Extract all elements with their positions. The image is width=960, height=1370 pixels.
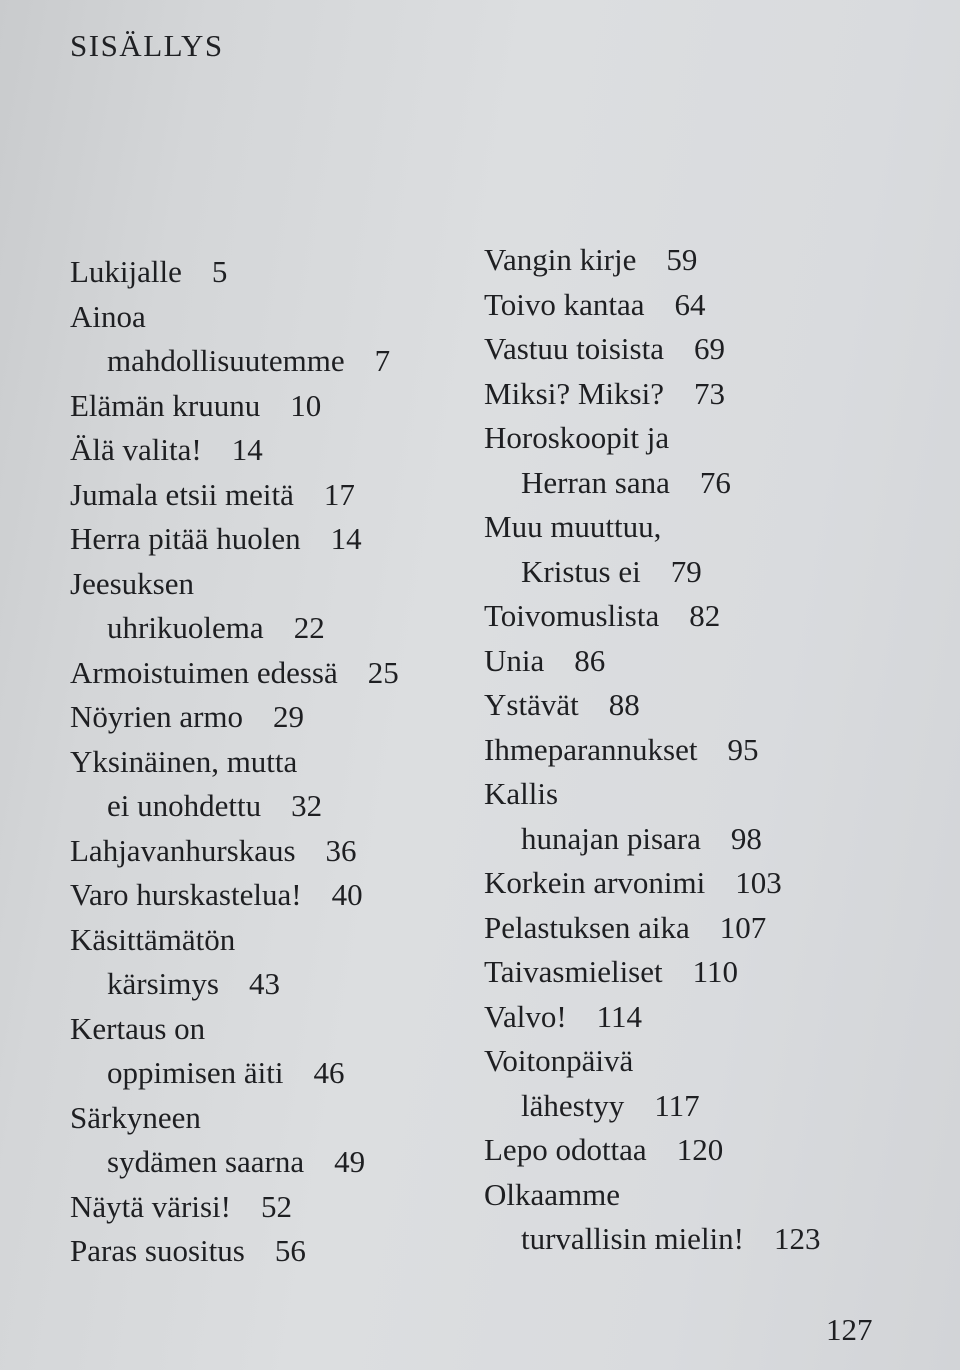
toc-entry-title-continuation: Kristus ei	[521, 553, 641, 589]
toc-entry-page: 5	[211, 254, 228, 289]
toc-entry-title: Ainoa	[70, 298, 146, 334]
toc-entry	[70, 562, 460, 651]
toc-entry-title-line	[70, 250, 460, 295]
toc-entry-page: 95	[727, 731, 759, 767]
toc-entry-title-line	[70, 1007, 460, 1052]
toc-entry-title: Kertaus on	[70, 1010, 206, 1046]
toc-entry-title-line	[484, 1128, 924, 1173]
toc-entry-title: Elämän kruunu	[70, 387, 261, 423]
toc-entry-title-continuation: oppimisen äiti	[107, 1055, 284, 1090]
toc-entry-title-line	[484, 683, 924, 728]
toc-entry	[70, 651, 460, 696]
toc-entry-title-continuation-line	[484, 550, 924, 595]
toc-entry-page: 7	[374, 343, 391, 378]
toc-entry-title-line	[484, 772, 924, 817]
toc-entry-title-line	[484, 728, 924, 773]
toc-entry-title-continuation-line	[484, 817, 924, 862]
toc-entry-title-line	[484, 906, 924, 951]
toc-entry-title-continuation-line	[70, 339, 460, 384]
toc-entry-title: Käsittämätön	[70, 921, 236, 957]
toc-entry	[484, 772, 924, 861]
toc-entry-title: Voitonpäivä	[484, 1043, 634, 1078]
toc-entry-title-line	[70, 473, 460, 518]
toc-entry	[70, 295, 460, 384]
toc-entry-page: 76	[699, 464, 731, 500]
toc-entry-page: 82	[689, 598, 721, 633]
toc-entry-title-continuation: Herran sana	[521, 464, 670, 500]
toc-entry-title: Taivasmieliset	[484, 954, 663, 989]
toc-entry-title-line	[484, 594, 924, 639]
toc-entry-title: Toivomuslista	[484, 598, 660, 633]
toc-entry-title-continuation-line	[484, 1084, 924, 1129]
toc-entry-title-line	[70, 918, 460, 963]
toc-entry-title: Valvo!	[484, 998, 567, 1034]
toc-entry-title-continuation: sydämen saarna	[107, 1144, 305, 1179]
toc-entry-page: 43	[248, 966, 280, 1001]
toc-entry-title-continuation-line	[70, 784, 460, 829]
toc-entry-title: Paras suositus	[70, 1233, 245, 1268]
toc-entry-title-continuation: mahdollisuutemme	[107, 343, 345, 378]
toc-entry-title: Näytä värisi!	[70, 1188, 231, 1224]
toc-column-left	[70, 250, 460, 1274]
toc-entry	[484, 906, 924, 951]
toc-entry	[70, 740, 460, 829]
toc-entry-page: 64	[674, 286, 706, 322]
toc-entry	[484, 995, 924, 1040]
toc-entry	[484, 1173, 924, 1262]
toc-entry	[70, 829, 460, 874]
toc-entry-title: Vastuu toisista	[484, 331, 664, 366]
toc-entry-page: 107	[719, 909, 767, 945]
toc-entry-title: Yksinäinen, mutta	[70, 743, 298, 779]
toc-entry-title: Olkaamme	[484, 1176, 621, 1212]
toc-entry-title-continuation-line	[484, 1217, 924, 1262]
toc-entry-title-line	[484, 1173, 924, 1218]
toc-entry-title-line	[484, 238, 924, 283]
toc-entry-title: Särkyneen	[70, 1099, 201, 1135]
toc-entry	[70, 1007, 460, 1096]
toc-entry	[70, 1096, 460, 1185]
toc-entry-page: 14	[231, 432, 263, 467]
toc-entry-title-continuation: uhrikuolema	[107, 610, 264, 645]
toc-entry	[484, 283, 924, 328]
toc-entry	[70, 1185, 460, 1230]
toc-entry-title-line	[484, 372, 924, 417]
toc-entry	[484, 505, 924, 594]
toc-entry-title-line	[484, 639, 924, 684]
toc-entry	[70, 1229, 460, 1274]
page-number: 127	[826, 1312, 873, 1347]
toc-entry-title: Muu muuttuu,	[484, 509, 662, 544]
toc-entry-title-line	[70, 829, 460, 874]
toc-entry-title-line	[484, 505, 924, 550]
toc-entry-page: 10	[290, 387, 322, 423]
toc-entry-title-continuation: hunajan pisara	[521, 820, 701, 856]
toc-entry-title-line	[484, 950, 924, 995]
toc-entry-title: Nöyrien armo	[70, 699, 244, 734]
toc-entry-page: 52	[260, 1188, 292, 1224]
toc-entry-title: Horoskoopit ja	[484, 420, 670, 455]
toc-entry-title: Ystävät	[484, 687, 579, 722]
toc-entry	[484, 683, 924, 728]
toc-entry-page: 88	[608, 687, 640, 722]
toc-entry-page: 98	[730, 820, 762, 856]
toc-entry-title-line	[484, 416, 924, 461]
toc-entry-page: 32	[291, 788, 323, 823]
toc-entry	[70, 384, 460, 429]
toc-entry-title: Kallis	[484, 776, 559, 811]
toc-entry	[484, 1128, 924, 1173]
toc-entry-title-continuation: turvallisin mielin!	[521, 1221, 744, 1256]
toc-entry-page: 73	[693, 375, 725, 411]
toc-entry-page: 79	[670, 553, 702, 589]
toc-entry-title-line	[70, 1229, 460, 1274]
toc-entry-title: Jumala etsii meitä	[70, 476, 294, 512]
toc-entry-page: 103	[735, 865, 782, 900]
toc-entry-page: 117	[654, 1087, 700, 1123]
toc-entry-page: 120	[676, 1132, 724, 1167]
toc-entry	[484, 728, 924, 773]
toc-entry-title: Lepo odottaa	[484, 1132, 647, 1167]
toc-entry-title-continuation-line	[484, 461, 924, 506]
toc-entry-title-continuation-line	[70, 1051, 460, 1096]
toc-entry-page: 29	[273, 699, 305, 734]
toc-entry-title: Lukijalle	[70, 254, 182, 289]
toc-entry-page: 86	[574, 642, 606, 678]
toc-entry-title-line	[70, 695, 460, 740]
toc-entry-title: Ihmeparannukset	[484, 731, 698, 767]
toc-entry-page: 69	[693, 331, 725, 366]
toc-entry-page: 22	[293, 610, 325, 645]
toc-entry-page: 49	[334, 1144, 366, 1179]
toc-entry-page: 123	[774, 1221, 821, 1256]
toc-entry-title: Pelastuksen aika	[484, 909, 690, 945]
toc-entry-title-line	[70, 295, 460, 340]
toc-entry-title-line	[484, 327, 924, 372]
toc-entry-page: 36	[325, 832, 357, 868]
toc-entry-page: 56	[274, 1233, 306, 1268]
toc-entry-title-line	[484, 995, 924, 1040]
toc-entry-title-continuation-line	[70, 606, 460, 651]
toc-entry-title: Vangin kirje	[484, 242, 637, 277]
toc-column-right	[484, 238, 924, 1262]
toc-entry-page: 40	[331, 877, 363, 912]
toc-entry	[70, 918, 460, 1007]
toc-entry-title-line	[70, 740, 460, 785]
toc-entry-title-line	[70, 517, 460, 562]
toc-entry	[484, 639, 924, 684]
page-title: SISÄLLYS	[70, 28, 224, 63]
toc-entry-page: 59	[666, 242, 698, 277]
toc-entry-page: 110	[692, 954, 738, 989]
toc-entry-title-line	[70, 384, 460, 429]
toc-entry-page: 14	[330, 521, 362, 556]
toc-entry	[484, 594, 924, 639]
toc-entry-title-continuation-line	[70, 962, 460, 1007]
toc-entry-title: Herra pitää huolen	[70, 521, 301, 556]
toc-entry-title: Jeesuksen	[70, 565, 194, 601]
toc-entry-page: 17	[323, 476, 355, 512]
toc-entry-title-line	[70, 428, 460, 473]
toc-entry	[70, 695, 460, 740]
toc-entry	[484, 416, 924, 505]
toc-entry-title: Varo hurskastelua!	[70, 877, 302, 912]
toc-entry	[484, 950, 924, 995]
toc-entry	[70, 250, 460, 295]
toc-entry-title-continuation: ei unohdettu	[107, 788, 262, 823]
toc-entry-title-line	[70, 1185, 460, 1230]
toc-entry-title-line	[70, 1096, 460, 1141]
toc-entry	[484, 327, 924, 372]
toc-entry-title-line	[70, 651, 460, 696]
toc-entry-title-line	[484, 283, 924, 328]
toc-entry	[484, 861, 924, 906]
toc-entry	[484, 372, 924, 417]
toc-entry	[484, 1039, 924, 1128]
toc-entry-title: Armoistuimen edessä	[70, 654, 338, 690]
toc-entry	[70, 473, 460, 518]
toc-entry-title-line	[484, 861, 924, 906]
toc-entry-title: Unia	[484, 642, 545, 678]
toc-entry	[484, 238, 924, 283]
toc-entry-title-continuation: lähestyy	[521, 1087, 625, 1123]
toc-entry-title-continuation-line	[70, 1140, 460, 1185]
toc-entry-page: 46	[313, 1055, 345, 1090]
toc-entry-title-line	[484, 1039, 924, 1084]
toc-entry-title-line	[70, 562, 460, 607]
toc-entry-page: 114	[596, 998, 643, 1034]
toc-entry-title: Korkein arvonimi	[484, 865, 706, 900]
toc-entry-title: Toivo kantaa	[484, 286, 645, 322]
toc-entry	[70, 873, 460, 918]
toc-entry-title: Lahjavanhurskaus	[70, 832, 296, 868]
toc-entry-title-continuation: kärsimys	[107, 966, 219, 1001]
toc-entry-title-line	[70, 873, 460, 918]
toc-entry-title: Miksi? Miksi?	[484, 375, 664, 411]
toc-entry-title: Älä valita!	[70, 432, 202, 467]
toc-entry-page: 25	[367, 654, 399, 690]
toc-entry	[70, 428, 460, 473]
toc-entry	[70, 517, 460, 562]
